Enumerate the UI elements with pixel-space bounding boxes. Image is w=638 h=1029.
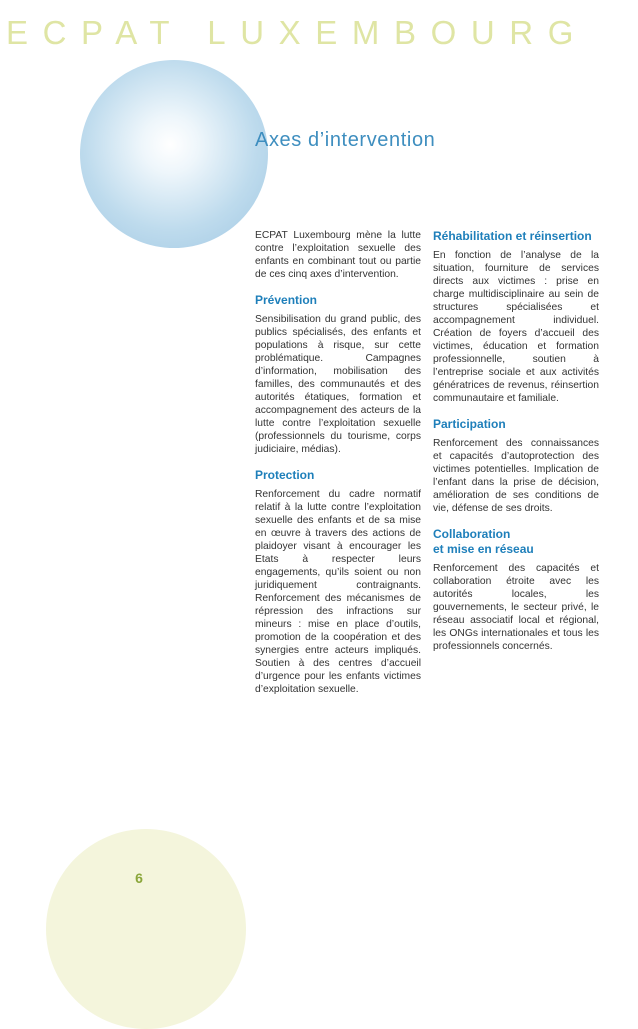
section-heading-collaboration-line1: Collaboration [433,527,511,541]
page-number: 6 [135,870,143,886]
section-body-protection: Renforcement du cadre normatif relatif à la lutte contre l’exploitation sexuelle des enfants et de sa mise en œuvre à travers des actions de plaidoyer visant à encourager les Etats à respecter leurs engagements, qu’ils soient ou non juridiquement contraignants. Renforcement des mécanismes de répression des infractions sur mineurs : mise en place d’outils, promotion de la coopération et des synergies entre acteurs impliqués. Soutien à des centres d’accueil d’urgence pour les enfants victimes d’exploitation sexuelle. [255,489,421,695]
decorative-circle-blue [80,60,268,248]
page-title: Axes d’intervention [255,129,436,151]
section-body-participation: Renforcement des connaissances et capacités d’autoprotection des victimes potentielles. Implication de l’enfant dans la prise de décision, amélioration de ses conditions de vie, défense de ses droits. [433,438,599,514]
section-heading-rehabilitation: Réhabilitation et réinsertion [433,229,592,243]
left-column [255,229,421,708]
intro-paragraph: ECPAT Luxembourg mène la lutte contre l’exploitation sexuelle des enfants en combinant tout ou partie de ces cinq axes d’intervention. [255,230,421,280]
section-heading-collaboration [433,527,599,557]
brand-header: ECPAT LUXEMBOURG [6,14,589,51]
right-column [433,229,599,665]
section-heading-prevention: Prévention [255,293,318,307]
section-body-collaboration: Renforcement des capacités et collaboration étroite avec les autorités locales, les gouvernements, le secteur privé, le réseau associatif local et régional, les ONGs internationales et tous les professionnels concernés. [433,563,599,652]
decorative-circle-green [46,829,246,1029]
section-heading-collaboration-line2: et mise en réseau [433,542,534,556]
section-heading-protection: Protection [255,468,315,482]
section-body-prevention: Sensibilisation du grand public, des publics spécialisés, des enfants et populations à risque, sur cette problématique. Campagnes d’information, mobilisation des familles, des communautés et des autorités étatiques, formation et accompagnement des acteurs de la lutte contre l’exploitation sexuelle (professionnels du tourisme, corps judiciaire, médias). [255,314,421,455]
section-body-rehabilitation: En fonction de l’analyse de la situation, fourniture de services directs aux victimes : prise en charge multidisciplinaire au sein de structures spécialisées et accompagnement individuel. Création de foyers d’accueil des victimes, éducation et formation professionnelle, soutien à l’entreprise sociale et aux activités génératrices de revenus, réinsertion communautaire et familiale. [433,250,599,404]
section-heading-participation: Participation [433,417,506,431]
